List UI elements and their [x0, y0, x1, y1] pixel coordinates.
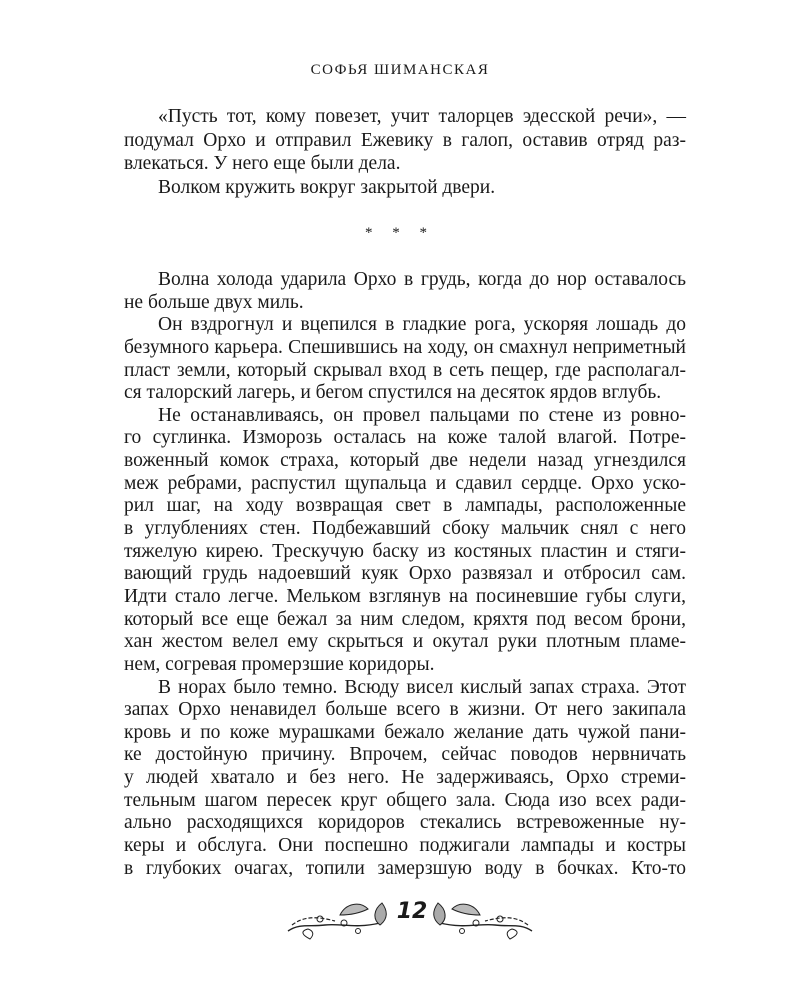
text-line: запах Орхо ненавидел больше всего в жизни. От него закипала [124, 699, 686, 721]
text-line: меж ребрами, распустил щупальца и сдавил сердце. Орхо уско- [124, 472, 686, 494]
text-line: кровь и по коже мурашками бежало желание дать чужой пани- [124, 721, 686, 743]
text-line: керы и обслуга. Они поспешно поджигали лампады и костры [124, 835, 686, 857]
text-line: Не останавливаясь, он провел пальцами по стене из ровно- [158, 404, 686, 426]
text-line: в глубоких очагах, топили замерзшую воду в бочках. Кто-то [124, 857, 686, 879]
text-line: нем, согревая промерзшие коридоры. [124, 653, 435, 675]
text-line: ально расходящихся коридоров стекались встревоженные ну- [124, 812, 686, 834]
text-line: «Пусть тот, кому повезет, учит талорцев эдесской речи», — [158, 106, 686, 127]
text-line: Волна холода ударила Орхо в грудь, когда до нор оставалось [158, 269, 686, 290]
text-line: вающий грудь надоевший куяк Орхо развязал и отбросил сам. [124, 563, 686, 585]
text-line: воженный комок страха, который две недели назад угнездился [124, 450, 686, 472]
text-line: у людей хватало и без него. Не задерживаясь, Орхо стреми- [124, 767, 686, 789]
running-head: СОФЬЯ ШИМАНСКАЯ [310, 62, 490, 78]
text-line: ке достойную причину. Впрочем, сейчас поводов нервничать [124, 744, 686, 766]
text-line: влекаться. У него еще были дела. [124, 153, 401, 175]
text-line: который все еще бежал за ним следом, кряхтя под весом брони, [124, 608, 686, 630]
text-line: в углублениях стен. Подбежавший сбоку мальчик снял с него [124, 518, 686, 540]
text-line: хан жестом велел ему скрыться и окутал руки плотным пламе- [124, 631, 686, 653]
text-line: безумного карьера. Спешившись на ходу, он смахнул неприметный [124, 336, 686, 358]
text-line: го суглинка. Изморозь осталась на коже талой влагой. Потре- [124, 427, 686, 449]
text-line: рил шаг, на ходу возвращая свет в лампады, расположенные [124, 495, 686, 517]
text-line: В норах было темно. Всюду висел кислый запах страха. Этот [158, 676, 686, 698]
text-block-1 [124, 105, 686, 200]
text-line: пласт земли, который скрывал вход в сеть пещер, где располагал- [124, 359, 686, 381]
page-footer [280, 895, 540, 945]
text-line: Волком кружить вокруг закрытой двери. [158, 177, 496, 199]
section-separator: * * * [365, 225, 435, 241]
text-line: тельным шагом пересек круг общего зала. Сюда изо всех ради- [124, 789, 686, 811]
vine-ornament-left-icon [280, 895, 390, 945]
vine-ornament-right-icon [430, 895, 540, 945]
text-line: не больше двух миль. [124, 291, 304, 313]
text-line: Идти стало легче. Мельком взглянув на посиневшие губы слуги, [124, 585, 686, 607]
text-line: подумал Орхо и отправил Ежевику в галоп, оставив отряд раз- [124, 129, 686, 151]
text-line: тяжелую кирею. Трескучую баску из костяных пластин и стяги- [124, 540, 686, 562]
text-line: ся талорский лагерь, и бегом спустился на десяток ярдов вглубь. [124, 382, 662, 404]
text-block-2 [124, 269, 686, 880]
page-number: 12 [396, 899, 428, 924]
text-line: Он вздрогнул и вцепился в гладкие рога, ускоряя лошадь до [158, 314, 686, 336]
